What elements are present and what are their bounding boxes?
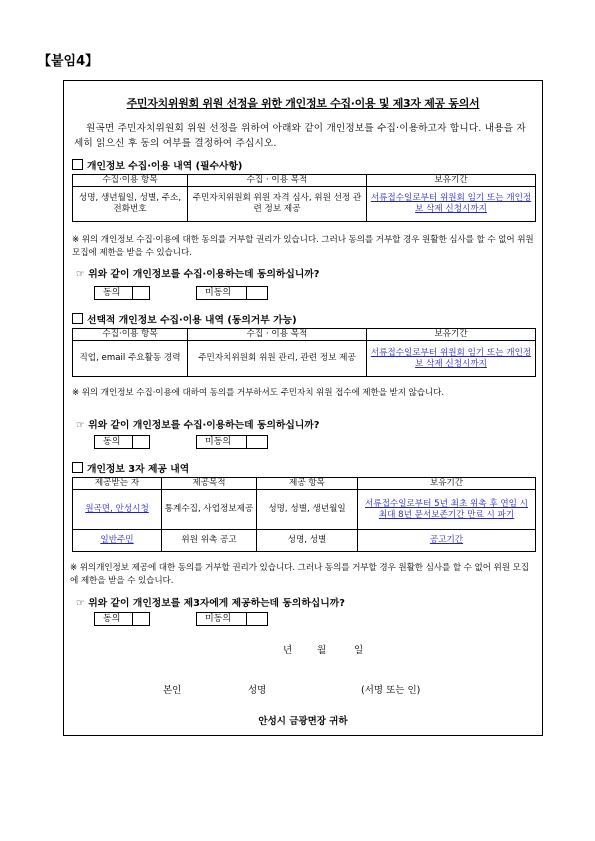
- retention-link[interactable]: 서류접수일로부터 위원회 임기 또는 개인정보 삭제 신청시까지: [367, 187, 536, 222]
- section1-heading: [72, 158, 242, 172]
- table-cell: 주민자치위원회 위원 자격 심사, 위원 선정 관련 정보 제공: [188, 187, 367, 222]
- table-header-cell: 보유기간: [367, 329, 536, 341]
- section2-question: ☞ 위와 같이 개인정보를 수집·이용하는데 동의하십니까?: [76, 420, 320, 431]
- attachment-tag: 【붙임4】: [38, 54, 99, 69]
- table-cell: 성명, 성별: [257, 530, 358, 552]
- table-cell: 성명, 성별, 생년월일: [257, 490, 358, 530]
- disagree-label: 미동의: [197, 287, 247, 299]
- table-header-cell: 수집 · 이용 목적: [188, 175, 367, 187]
- section1-question: ☞ 위와 같이 개인정보를 수집·이용하는데 동의하십니까?: [76, 269, 320, 280]
- section3-heading: [72, 461, 189, 475]
- section3-heading-text: 개인정보 3자 제공 내역: [87, 464, 190, 475]
- form-title: 주민자치위원회 위원 선정을 위한 개인정보 수집·이용 및 제3자 제공 동의서: [126, 97, 480, 110]
- table-row: [73, 490, 536, 530]
- retention-link[interactable]: 서류접수일로부터 5년 최초 위촉 후 연임 시 최대 8년 문서보존기간 만료 시 파기: [358, 490, 536, 530]
- table-header-cell: 제공받는 자: [73, 478, 162, 490]
- signature-label: (서명 또는 인): [361, 685, 421, 696]
- section2-note: ※ 위의 개인정보 수집·이용에 대하여 동의를 거부하셔도 주민자치 위원 접수에 제한을 받지 않습니다.: [72, 388, 445, 398]
- recipient-link[interactable]: 일반주민: [73, 530, 162, 552]
- name-label: 성명: [248, 685, 267, 696]
- date-year-label: 년: [283, 645, 293, 656]
- agree-label: 동의: [95, 287, 133, 299]
- table-cell: 직업, email 주요활동 경력: [73, 341, 188, 377]
- checkbox-square-icon: [72, 313, 83, 324]
- disagree-checkbox[interactable]: [196, 435, 268, 449]
- table-header-row: [73, 329, 536, 341]
- checkbox-square-icon: [72, 159, 83, 170]
- date-day-label: 일: [354, 645, 364, 656]
- table-header-cell: 보유기간: [358, 478, 536, 490]
- table-header-row: [73, 175, 536, 187]
- disagree-label: 미동의: [197, 436, 247, 448]
- date-month-label: 월: [317, 645, 327, 656]
- table-header-cell: 제공목적: [162, 478, 257, 490]
- disagree-label: 미동의: [197, 613, 247, 625]
- agree-checkbox[interactable]: [94, 435, 150, 449]
- table-header-row: [73, 478, 536, 490]
- table-header-cell: 수집·이용 항목: [73, 175, 188, 187]
- section1-heading-text: 개인정보 수집·이용 내역 (필수사항): [87, 161, 243, 172]
- section2-table: [72, 328, 536, 377]
- agree-checkbox[interactable]: [94, 286, 150, 300]
- retention-link[interactable]: 공고기간: [358, 530, 536, 552]
- table-row: [73, 341, 536, 377]
- table-header-cell: 보유기간: [367, 175, 536, 187]
- recipient-link[interactable]: 원곡면, 안성시청: [73, 490, 162, 530]
- section1-note: ※ 위의 개인정보 수집·이용에 대한 동의를 거부할 권리가 있습니다. 그러나 동의를 거부할 경우 원활한 심사를 할 수 없어 위원 모집에 제한을 받을 수 있습니다.: [72, 235, 534, 258]
- checkbox-square-icon: [72, 462, 83, 473]
- table-cell: 통계수집, 사업정보제공: [162, 490, 257, 530]
- section2-heading-text: 선택적 개인정보 수집·이용 내역 (동의거부 가능): [87, 315, 297, 326]
- table-header-cell: 수집·이용 항목: [73, 329, 188, 341]
- agree-label: 동의: [95, 613, 133, 625]
- table-cell: 주민자치위원회 위원 관리, 관련 정보 제공: [188, 341, 367, 377]
- retention-link[interactable]: 서류접수일로부터 위원회 임기 또는 개인정보 삭제 신청시까지: [367, 341, 536, 377]
- table-row: [73, 187, 536, 222]
- section3-table: [72, 477, 536, 552]
- table-header-cell: 수집 · 이용 목적: [188, 329, 367, 341]
- signer-label: 본인: [163, 685, 182, 696]
- intro-text: 원곡면 주민자치위원회 위원 선정을 위하여 아래와 같이 개인정보를 수집·이용하고자 합니다. 내용을 자세히 읽으신 후 동의 여부를 결정하여 주십시오.: [74, 123, 526, 149]
- table-header-cell: 제공 항목: [257, 478, 358, 490]
- consent-form: [63, 80, 543, 736]
- section2-heading: [72, 312, 297, 326]
- agree-label: 동의: [95, 436, 133, 448]
- table-row: [73, 530, 536, 552]
- section3-note: ※ 위의개인정보 제공에 대한 동의를 거부할 권리가 있습니다. 그러나 동의를 거부할 경우 원활한 심사를 할 수 없어 위원 모집에 제한을 받을 수 있습니다.: [70, 563, 529, 586]
- table-cell: 위원 위촉 공고: [162, 530, 257, 552]
- disagree-checkbox[interactable]: [196, 286, 268, 300]
- section3-question: ☞ 위와 같이 개인정보를 제3자에게 제공하는데 동의하십니까?: [76, 598, 345, 609]
- agree-checkbox[interactable]: [94, 612, 150, 626]
- addressee: 안성시 금광면장 귀하: [258, 716, 348, 727]
- section1-table: [72, 174, 536, 222]
- table-cell: 성명, 생년월일, 성별, 주소, 전화번호: [73, 187, 188, 222]
- disagree-checkbox[interactable]: [196, 612, 268, 626]
